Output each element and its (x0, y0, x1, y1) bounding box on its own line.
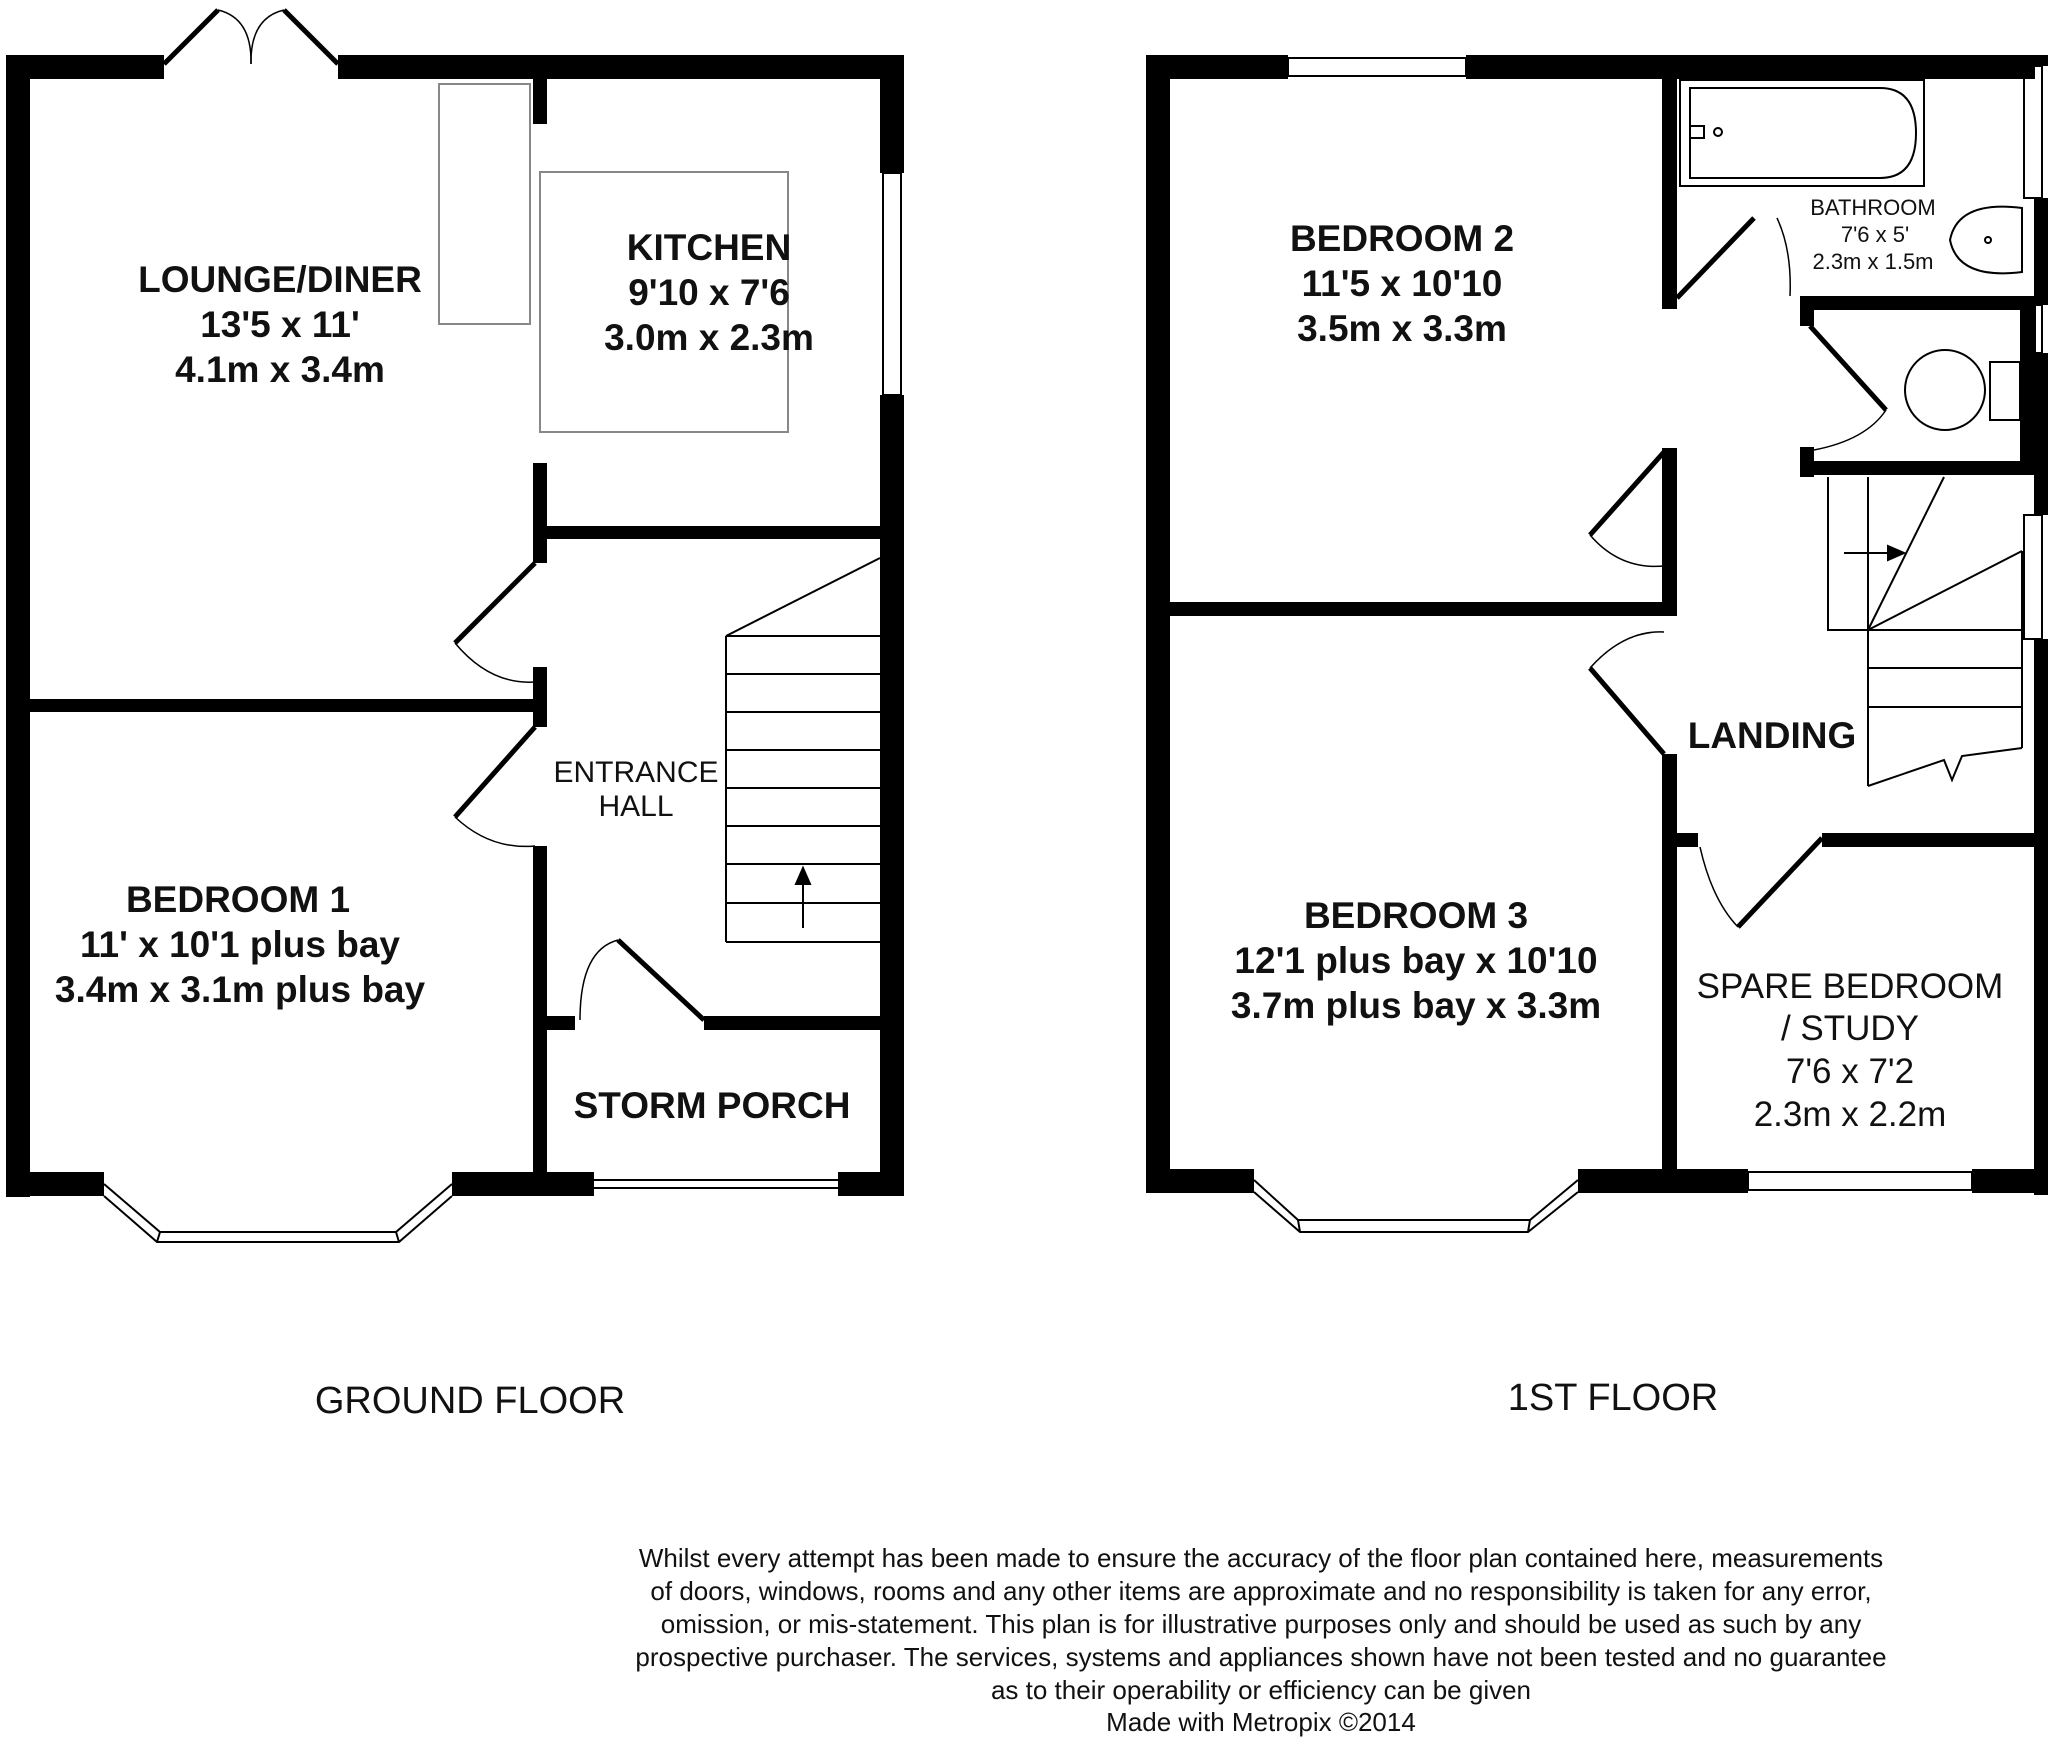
bedroom3-metric: 3.7m plus bay x 3.3m (1230, 985, 1602, 1026)
lounge-diner-imperial: 13'5 x 11' (200, 304, 360, 345)
entrance-hall-line2: HALL (598, 790, 674, 823)
spare-bedroom-metric: 2.3m x 2.2m (1753, 1095, 1947, 1134)
bedroom3-label (1231, 895, 1601, 1026)
ground-floor-title: GROUND FLOOR (314, 1380, 626, 1422)
spare-bedroom-line1: SPARE BEDROOM (1696, 967, 2004, 1006)
metropix-credit: Made with Metropix ©2014 (1106, 1707, 1416, 1737)
bedroom1-label (55, 879, 426, 1010)
bedroom2-name: BEDROOM 2 (1289, 218, 1515, 259)
lounge-diner-metric: 4.1m x 3.4m (175, 349, 385, 390)
kitchen-metric: 3.0m x 2.3m (604, 317, 814, 358)
disclaimer-line2: of doors, windows, rooms and any other items are approximate and no responsibility is taken for any error, (650, 1576, 1872, 1606)
entrance-hall-label (553, 756, 718, 823)
kitchen-imperial: 9'10 x 7'6 (628, 272, 790, 313)
lounge-diner-label (138, 259, 422, 390)
bedroom2-label (1290, 218, 1514, 349)
disclaimer (635, 1543, 1886, 1737)
disclaimer-line4: prospective purchaser. The services, systems and appliances shown have not been tested and no guarantee (635, 1642, 1887, 1672)
disclaimer-line5: as to their operability or efficiency can be given (990, 1675, 1532, 1705)
bedroom1-imperial: 11' x 10'1 plus bay (80, 924, 400, 965)
bathroom-metric: 2.3m x 1.5m (1812, 249, 1934, 274)
spare-bedroom-imperial: 7'6 x 7'2 (1785, 1052, 1915, 1091)
kitchen-label (604, 227, 814, 358)
bedroom2-metric: 3.5m x 3.3m (1297, 308, 1507, 349)
bedroom2-imperial: 11'5 x 10'10 (1301, 263, 1503, 304)
lounge-diner-name: LOUNGE/DINER (138, 259, 422, 300)
first-floor-title: 1ST FLOOR (1507, 1377, 1719, 1419)
disclaimer-line1: Whilst every attempt has been made to ensure the accuracy of the floor plan contained here, measurements (638, 1543, 1884, 1573)
bathroom-name: BATHROOM (1810, 195, 1936, 220)
entrance-hall-line1: ENTRANCE (553, 756, 719, 789)
lounge-french-doors (164, 10, 338, 64)
spare-bedroom-label (1697, 967, 2004, 1134)
bedroom1-name: BEDROOM 1 (125, 879, 351, 920)
bathroom-imperial: 7'6 x 5' (1840, 222, 1910, 247)
landing-label: LANDING (1687, 715, 1857, 756)
bedroom3-imperial: 12'1 plus bay x 10'10 (1234, 940, 1598, 981)
kitchen-name: KITCHEN (626, 227, 792, 268)
first-floor-stairs (1828, 477, 2022, 786)
ground-floor-stairs (726, 558, 880, 942)
disclaimer-line3: omission, or mis-statement. This plan is for illustrative purposes only and should be used as such by any (660, 1609, 1862, 1639)
bedroom3-name: BEDROOM 3 (1303, 895, 1529, 936)
bathroom-label (1810, 195, 1935, 274)
bedroom1-metric: 3.4m x 3.1m plus bay (54, 969, 426, 1010)
storm-porch-label: STORM PORCH (573, 1085, 851, 1126)
spare-bedroom-line2: / STUDY (1780, 1009, 1920, 1048)
first-floor-doors (1590, 218, 1886, 927)
